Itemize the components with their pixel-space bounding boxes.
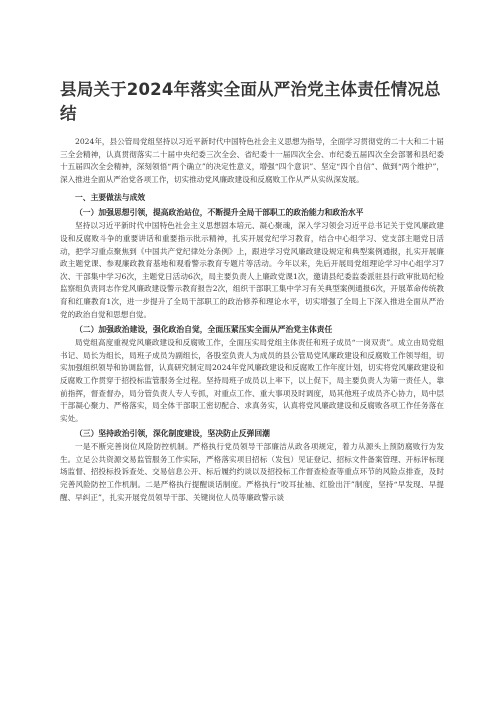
subsection-body-2: 局党组高度重视党风廉政建设和反腐败工作，全面压实局党组主体责任和班子成员“一岗双责”。成立由局党组书记、局长为组长，局班子成员为副组长，各股室负责人为成员的县公管局党风廉政建设和反腐败工作领导组，切实加强组织领导和协调监督，认真研究制定局2024年党风廉政建设和反腐败工作年度计划，切实将党风廉政建设和反腐败工作贯穿于招投标监管服务全过程。坚持局班子成员以上率下，以上促下，局主要负责人为第一责任人，靠前指挥，督查督办，局分管负责人专人专抓，对重点工作、重大事项及时调度，局其他班子成员齐心协力，局中层干部凝心聚力、严格落实，局全体干部职工密切配合、求真务实，认真将党风廉政建设和反腐败各项工作任务落在实处。 xyxy=(60,338,444,423)
subsection-heading-1: （一）加强思想引领，提高政治站位，不断提升全局干部职工的政治能力和政治水平 xyxy=(75,208,364,218)
section-heading-1: 一、主要做法与成效 xyxy=(75,193,146,203)
subsection-heading-2: （二）加强政治建设，强化政治自觉，全面压紧压实全面从严治党主体责任 xyxy=(75,325,333,335)
document-title: 县局关于2024年落实全面从严治党主体责任情况总结 xyxy=(60,80,441,123)
subsection-heading-3: （三）坚持政治引领，深化制度建设，坚决防止反弹回潮 xyxy=(75,429,270,439)
subsection-body-1: 坚持以习近平新时代中国特色社会主义思想固本培元、凝心聚魂，深入学习领会习近平总书记关于党风廉政建设和反腐败斗争的重要讲话和重要指示批示精神，扎实开展党纪学习教育，结合中心组学习、党支部主题党日活动，把学习重点聚焦到《中国共产党纪律处分条例》上，跟进学习党风廉政建设规定和典型案例通报，扎实开展廉政主题党课、参观廉政教育基地和观看警示教育专题片等活动。今年以来，先后开展局党组理论学习中心组学习7次、干部集中学习6次，主题党日活动6次，局主要负责人上廉政党课1次，邀请县纪委监委派驻县行政审批局纪检监察组负责同志作党风廉政建设警示教育报告2次，组织干部职工集中学习有关典型案例通报6次，开展革命传统教育和红廉教育1次，进一步提升了全局干部职工的政治修养和理论水平，切实增强了全局上下深入推进全面从严治党的政治自觉和思想自觉。 xyxy=(60,221,444,319)
intro-paragraph: 2024年，县公管局党组坚持以习近平新时代中国特色社会主义思想为指导，全面学习贯彻党的二十大和二十届三全会精神，认真贯彻落实二十届中央纪委三次全会、省纪委十一届四次全会、市纪委五届四次全会部署和县纪委十五届四次全会精神，深刻领悟“两个确立”的决定性意义，增强“四个意识”、坚定“四个自信”、做到“两个维护”，深入推进全面从严治党各项工作，切实推动党风廉政建设和反腐败工作从严从实纵深发展。 xyxy=(60,137,444,184)
subsection-body-3: 一是不断完善岗位风险防控机制。严格执行党员领导干部廉洁从政各项规定，着力从源头上预防腐败行为发生。立足公共资源交易监管服务工作实际，严格落实项目招标（发包）见证登记、招标文件备案管理、开标评标现场监督、招投标投诉查处、交易信息公开、标后履约约谈以及招投标工作督查检查等重点环节的风险点排查，及时完善风险防控工作机制。二是严格执行提醒谈话制度。严格执行“咬耳扯袖、红脸出汗”制度，坚持“早发现、早提醒、早纠正”，扎实开展党员领导干部、关键岗位人员等廉政警示谈 xyxy=(60,442,444,502)
